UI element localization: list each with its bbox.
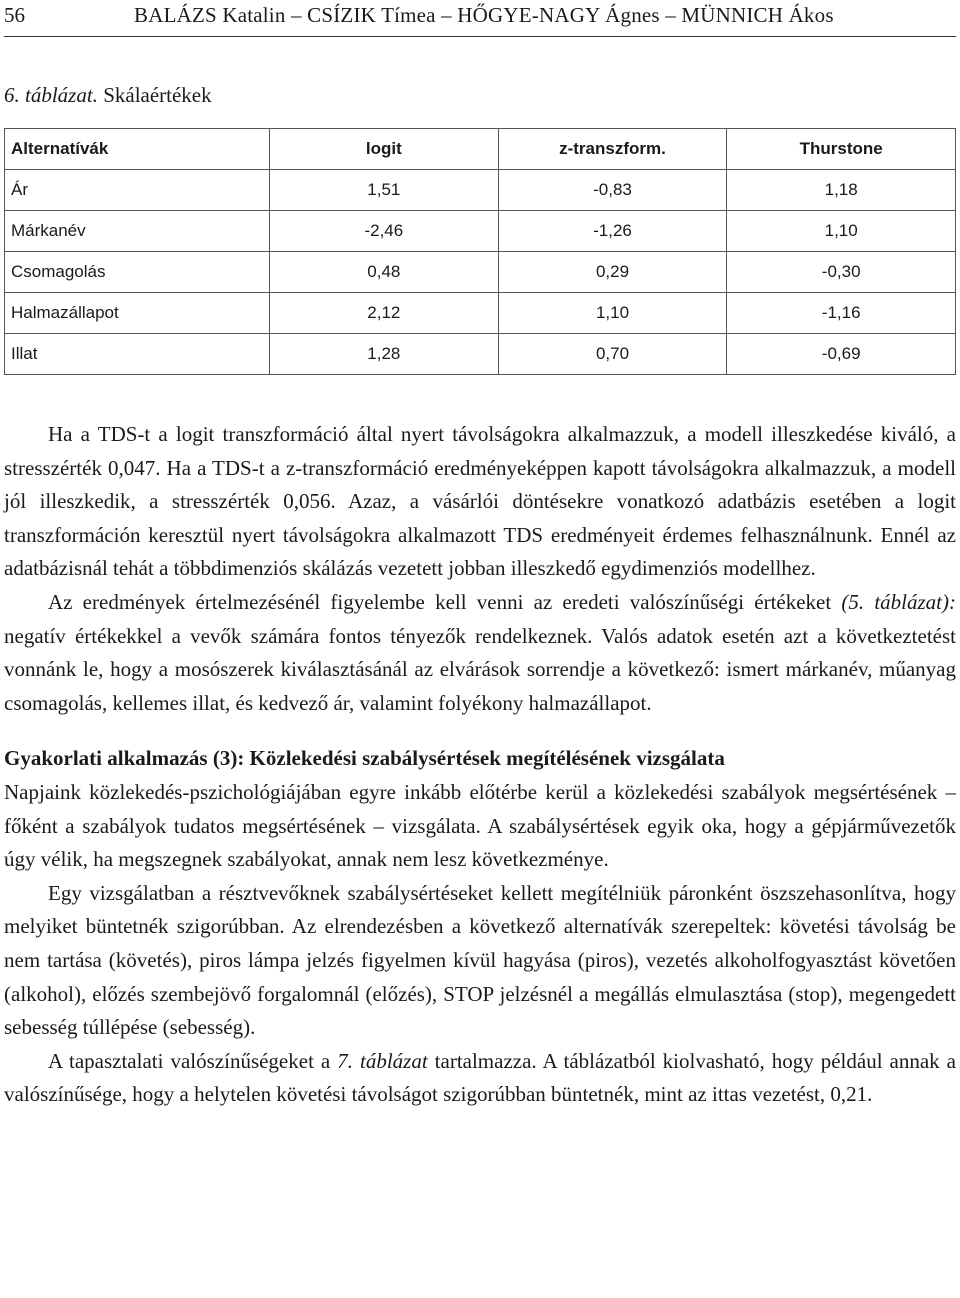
paragraph-stress-results: Ha a TDS-t a logit transzformáció által nyert távolságokra alkalmazzuk, a modell illeszkedése kiváló, a stresszérték 0,047. Ha a TDS-t a z-transzformáció eredményeképpen kapott távolságokra alkalmazzuk, a modell jól illeszkedik, a stresszérték 0,056. Azaz, a vásárlói döntésekre vonatkozó adatbázis esetében a logit transzformáción keresztül nyert távolságokra alkalmazott TDS eredményeit érdemes felhasználnunk. Ennél az adatbázisnál tehát a többdimenziós skálázás vezetett jobban illeszkedő egydimenziós modellhez. <box>4 422 956 581</box>
cell-thurstone: 1,10 <box>727 211 956 252</box>
row-label: Csomagolás <box>5 252 270 293</box>
cell-logit: -2,46 <box>270 211 499 252</box>
row-label: Ár <box>5 170 270 211</box>
cell-z-transform: 0,70 <box>498 334 727 375</box>
cell-thurstone: -0,69 <box>727 334 956 375</box>
cell-thurstone: -0,30 <box>727 252 956 293</box>
cell-logit: 1,28 <box>270 334 499 375</box>
cell-logit: 1,51 <box>270 170 499 211</box>
cell-thurstone: 1,18 <box>727 170 956 211</box>
column-header-thurstone: Thurstone <box>727 129 956 170</box>
column-header-alternatives: Alternatívák <box>5 129 270 170</box>
table-reference-5: (5. táblázat): <box>841 589 956 614</box>
cell-logit: 2,12 <box>270 293 499 334</box>
table-row <box>5 252 956 293</box>
paragraph-study-design: Egy vizsgálatban a résztvevőknek szabálysértéseket kellett megítélniük páronként öszszehasonlítva, hogy melyiket büntetnék szigorúbban. Az elrendezésben a következő alternatívák szerepeltek: követési távolság be nem tartása (követés), piros lámpa jelzés figyelmen kívül hagyása (piros), vezetés alkoholfogyasztást követően (alkohol), előzés szembejövő forgalomnál (előzés), STOP jelzésnél a megállás elmulasztása (stop), megengedett sebesség túllépése (sebesség). <box>4 880 956 1040</box>
section-heading: Gyakorlati alkalmazás (3): Közlekedési szabálysértések megítélésének vizsgálata <box>4 746 725 771</box>
paragraph-interpretation-end: negatív értékekkel a vevők számára fontos tényezők rendelkeznek. Valós adatok esetén azt a következtetést vonnánk le, hogy a mosószerek kiválasztásánál az elvárások sorrendje a következő: ismert márkanév, műanyag csomagolás, kellemes illat, és kedvező ár, valamint folyékony halmazállapot. <box>4 623 956 715</box>
paragraph-traffic-intro: Napjaink közlekedés-pszichológiájában egyre inkább előtérbe kerül a közlekedési szabályok megsértésének – főként a szabályok tudatos megsértésének – vizsgálata. A szabálysértések egyik oka, hogy a gépjárművezetők úgy vélik, ha megszegnek szabályokat, annak nem lesz következménye. <box>4 779 956 872</box>
cell-z-transform: -0,83 <box>498 170 727 211</box>
page-number: 56 <box>4 3 25 27</box>
cell-z-transform: -1,26 <box>498 211 727 252</box>
row-label: Illat <box>5 334 270 375</box>
paragraph-probabilities <box>4 1045 956 1112</box>
paragraph-probabilities-end: tartalmazza. A táblázatból kiolvasható, hogy például annak a valószínűsége, hogy a helytelen követési távolságot szigorúbban büntetnék, mint az ittas vezetést, 0,21. <box>4 1048 956 1107</box>
cell-thurstone: -1,16 <box>727 293 956 334</box>
scale-values-table <box>4 128 956 375</box>
cell-z-transform: 0,29 <box>498 252 727 293</box>
running-header-authors: BALÁZS Katalin – CSÍZIK Tímea – HŐGYE-NAGY Ágnes – MÜNNICH Ákos <box>134 3 834 27</box>
paragraph-interpretation-start: Az eredmények értelmezésénél figyelembe kell venni az eredeti valószínűségi értékeket <box>48 589 842 614</box>
row-label: Márkanév <box>5 211 270 252</box>
row-label: Halmazállapot <box>5 293 270 334</box>
table-row <box>5 334 956 375</box>
body-text <box>4 418 956 1112</box>
table-caption-label: 6. táblázat. <box>4 83 98 107</box>
cell-z-transform: 1,10 <box>498 293 727 334</box>
column-header-z-transform: z-transzform. <box>498 129 727 170</box>
table-caption <box>4 80 212 110</box>
cell-logit: 0,48 <box>270 252 499 293</box>
table-row <box>5 293 956 334</box>
column-header-logit: logit <box>270 129 499 170</box>
paragraph-probabilities-start: A tapasztalati valószínűségeket a <box>48 1048 338 1073</box>
table-caption-text: Skálaértékek <box>103 83 212 107</box>
table-row <box>5 170 956 211</box>
table-row <box>5 211 956 252</box>
running-header <box>4 0 954 32</box>
header-rule <box>4 36 956 37</box>
table-reference-7: 7. táblázat <box>337 1048 428 1073</box>
table-header-row <box>5 129 956 170</box>
paragraph-interpretation <box>4 586 956 720</box>
